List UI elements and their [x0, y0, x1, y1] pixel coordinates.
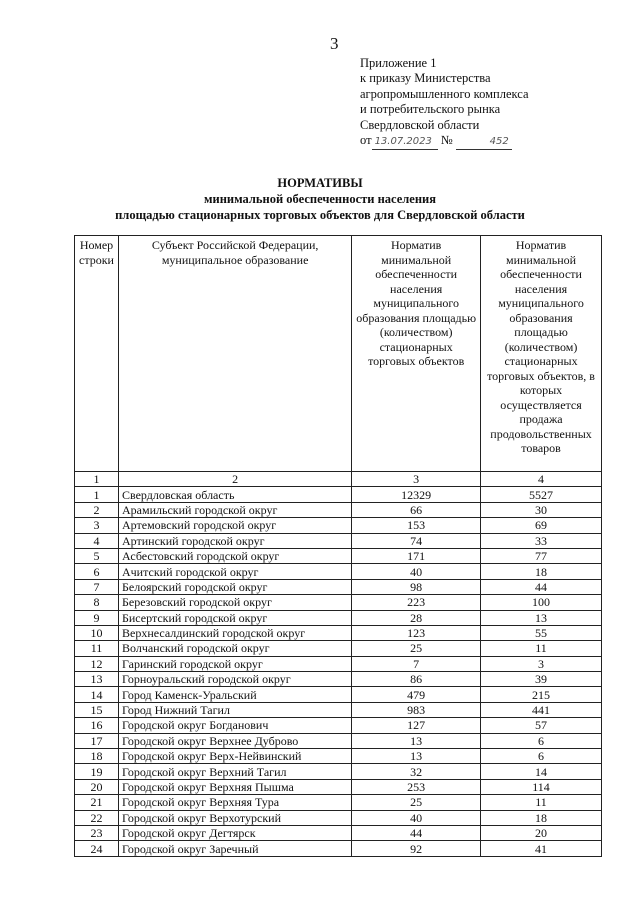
row-number: 2	[75, 502, 119, 517]
norm-food: 18	[481, 564, 602, 579]
norm-total: 66	[352, 502, 481, 517]
norm-food: 14	[481, 764, 602, 779]
norm-total: 153	[352, 518, 481, 533]
norms-table	[74, 235, 602, 857]
row-number: 10	[75, 625, 119, 640]
row-number: 14	[75, 687, 119, 702]
row-number: 5	[75, 548, 119, 563]
row-number: 19	[75, 764, 119, 779]
municipality-name: Ачитский городской округ	[118, 564, 351, 579]
norm-total: 479	[352, 687, 481, 702]
norm-total: 40	[352, 810, 481, 825]
row-number: 17	[75, 733, 119, 748]
municipality-name: Городской округ Верх-Нейвинский	[118, 749, 351, 764]
row-number: 20	[75, 779, 119, 794]
norm-total: 25	[352, 641, 481, 656]
municipality-name: Гаринский городской округ	[118, 656, 351, 671]
municipality-name: Верхнесалдинский городской округ	[118, 625, 351, 640]
table-row	[75, 487, 602, 502]
document-title: НОРМАТИВЫ	[277, 176, 363, 190]
norm-total: 983	[352, 702, 481, 717]
table-row	[75, 595, 602, 610]
norm-food: 30	[481, 502, 602, 517]
header-norm-food: Норматив минимальной обеспеченности населения муниципального образования площадью (количеством) стационарных торговых объектов, в которых осуществляется продажа продовольственных товаров	[481, 236, 602, 472]
table-row	[75, 825, 602, 840]
row-number: 12	[75, 656, 119, 671]
cell: 2	[118, 472, 351, 487]
cell: 4	[481, 472, 602, 487]
norm-total: 25	[352, 795, 481, 810]
norm-food: 6	[481, 749, 602, 764]
norm-total: 123	[352, 625, 481, 640]
norm-food: 33	[481, 533, 602, 548]
row-number: 4	[75, 533, 119, 548]
norm-total: 171	[352, 548, 481, 563]
norm-total: 92	[352, 841, 481, 856]
row-number: 9	[75, 610, 119, 625]
row-number: 22	[75, 810, 119, 825]
row-number: 7	[75, 579, 119, 594]
date-prefix: от	[360, 133, 372, 148]
norm-food: 13	[481, 610, 602, 625]
norm-food: 39	[481, 672, 602, 687]
norm-food: 441	[481, 702, 602, 717]
municipality-name: Городской округ Верхний Тагил	[118, 764, 351, 779]
norm-total: 28	[352, 610, 481, 625]
appendix-block	[360, 56, 529, 150]
appendix-line: и потребительского рынка	[360, 102, 501, 117]
municipality-name: Асбестовский городской округ	[118, 548, 351, 563]
norm-food: 100	[481, 595, 602, 610]
row-number: 3	[75, 518, 119, 533]
table-row	[75, 810, 602, 825]
municipality-name: Городской округ Верхотурский	[118, 810, 351, 825]
norm-food: 41	[481, 841, 602, 856]
norm-total: 12329	[352, 487, 481, 502]
table-row	[75, 764, 602, 779]
handwritten-date: 13.07.2023	[372, 134, 438, 150]
header-norm-total: Норматив минимальной обеспеченности населения муниципального образования площадью (количеством) стационарных торговых объектов	[352, 236, 481, 472]
table-row	[75, 518, 602, 533]
municipality-name: Городской округ Богданович	[118, 718, 351, 733]
handwritten-number: 452	[456, 134, 512, 150]
norm-total: 253	[352, 779, 481, 794]
page-number: 3	[330, 34, 339, 53]
table-row	[75, 718, 602, 733]
table-row	[75, 656, 602, 671]
norm-total: 127	[352, 718, 481, 733]
norm-total: 86	[352, 672, 481, 687]
table-row	[75, 687, 602, 702]
norm-total: 7	[352, 656, 481, 671]
norm-total: 98	[352, 579, 481, 594]
norm-food: 6	[481, 733, 602, 748]
municipality-name: Городской округ Верхняя Тура	[118, 795, 351, 810]
appendix-line: Свердловской области	[360, 117, 480, 132]
table-row	[75, 548, 602, 563]
table-row	[75, 795, 602, 810]
table-row	[75, 564, 602, 579]
municipality-name: Горноуральский городской округ	[118, 672, 351, 687]
row-number: 8	[75, 595, 119, 610]
table-row	[75, 533, 602, 548]
municipality-name: Бисертский городской округ	[118, 610, 351, 625]
header-row-number: Номер строки	[75, 236, 119, 472]
norm-food: 11	[481, 641, 602, 656]
table-row	[75, 702, 602, 717]
norm-food: 55	[481, 625, 602, 640]
column-numbering-row	[75, 472, 602, 487]
municipality-name: Город Нижний Тагил	[118, 702, 351, 717]
norm-food: 5527	[481, 487, 602, 502]
cell: 1	[75, 472, 119, 487]
header-subject: Субъект Российской Федерации, муниципальное образование	[118, 236, 351, 472]
municipality-name: Белоярский городской округ	[118, 579, 351, 594]
document-subtitle: площадью стационарных торговых объектов для Свердловской области	[115, 208, 525, 222]
table-row	[75, 841, 602, 856]
norm-total: 40	[352, 564, 481, 579]
norm-total: 13	[352, 749, 481, 764]
table-row	[75, 672, 602, 687]
norm-food: 114	[481, 779, 602, 794]
norm-total: 74	[352, 533, 481, 548]
municipality-name: Артемовский городской округ	[118, 518, 351, 533]
municipality-name: Волчанский городской округ	[118, 641, 351, 656]
municipality-name: Арамильский городской округ	[118, 502, 351, 517]
norm-total: 223	[352, 595, 481, 610]
municipality-name: Городской округ Верхняя Пышма	[118, 779, 351, 794]
norm-food: 44	[481, 579, 602, 594]
norm-total: 44	[352, 825, 481, 840]
table-row	[75, 610, 602, 625]
norm-food: 20	[481, 825, 602, 840]
table-row	[75, 579, 602, 594]
municipality-name: Городской округ Дегтярск	[118, 825, 351, 840]
row-number: 13	[75, 672, 119, 687]
document-subtitle: минимальной обеспеченности населения	[203, 192, 437, 206]
norm-food: 215	[481, 687, 602, 702]
norm-food: 69	[481, 518, 602, 533]
row-number: 21	[75, 795, 119, 810]
cell: 3	[352, 472, 481, 487]
table-row	[75, 749, 602, 764]
row-number: 6	[75, 564, 119, 579]
municipality-name: Березовский городской округ	[118, 595, 351, 610]
number-prefix: №	[440, 133, 453, 148]
table-row	[75, 779, 602, 794]
table-row	[75, 641, 602, 656]
row-number: 16	[75, 718, 119, 733]
row-number: 11	[75, 641, 119, 656]
row-number: 1	[75, 487, 119, 502]
municipality-name: Артинский городской округ	[118, 533, 351, 548]
norm-food: 77	[481, 548, 602, 563]
appendix-line: агропромышленного комплекса	[360, 86, 529, 101]
table-row	[75, 733, 602, 748]
norm-total: 32	[352, 764, 481, 779]
row-number: 18	[75, 749, 119, 764]
row-number: 24	[75, 841, 119, 856]
appendix-line: Приложение 1	[360, 56, 437, 70]
order-date-number	[360, 133, 529, 150]
norm-food: 11	[481, 795, 602, 810]
row-number: 15	[75, 702, 119, 717]
row-number: 23	[75, 825, 119, 840]
municipality-name: Городской округ Верхнее Дуброво	[118, 733, 351, 748]
municipality-name: Свердловская область	[118, 487, 351, 502]
table-row	[75, 502, 602, 517]
norm-food: 57	[481, 718, 602, 733]
norm-food: 18	[481, 810, 602, 825]
municipality-name: Город Каменск-Уральский	[118, 687, 351, 702]
appendix-line: к приказу Министерства	[360, 71, 491, 86]
municipality-name: Городской округ Заречный	[118, 841, 351, 856]
norm-total: 13	[352, 733, 481, 748]
norm-food: 3	[481, 656, 602, 671]
table-row	[75, 625, 602, 640]
